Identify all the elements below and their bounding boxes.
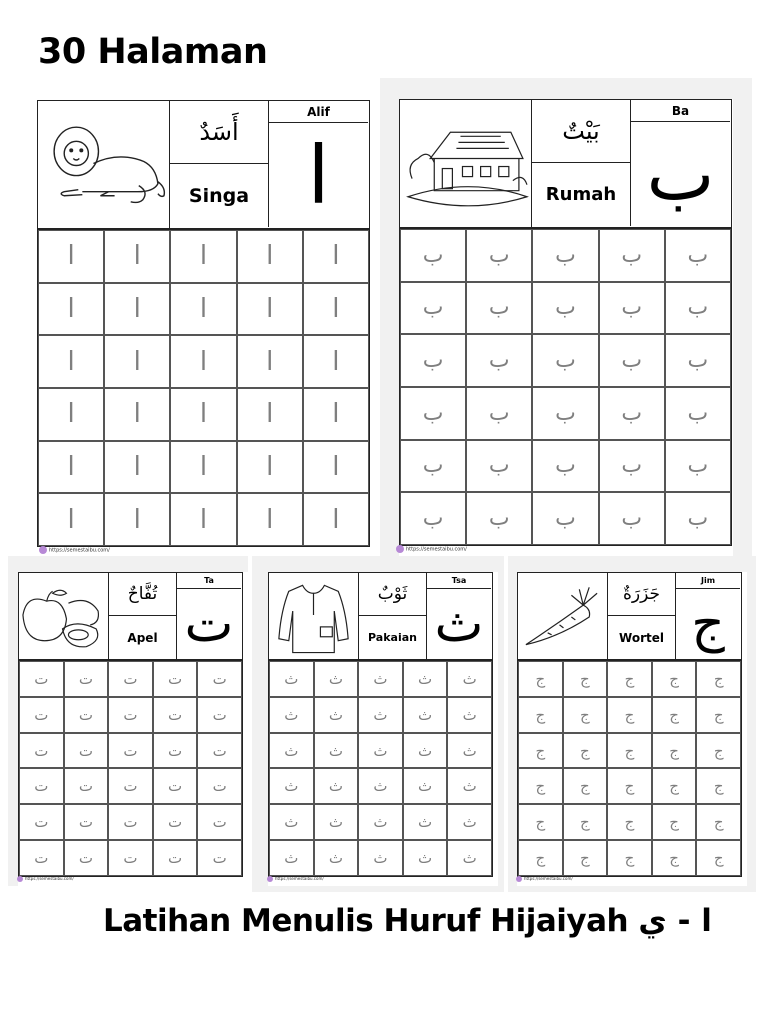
trace-cell: ج [563, 840, 608, 876]
trace-cell: ت [197, 733, 242, 769]
trace-cell: ب [400, 492, 466, 545]
trace-cell: ج [696, 661, 741, 697]
big-letter: ب [646, 132, 715, 216]
trace-cell: ث [314, 661, 359, 697]
trace-cell: ج [563, 804, 608, 840]
arabic-word: تُفَّاحٌ [109, 573, 177, 616]
trace-cell: ج [607, 661, 652, 697]
letter-name: Ta [177, 573, 241, 589]
trace-cell: ت [153, 804, 198, 840]
trace-cell: ج [563, 768, 608, 804]
trace-cell: ث [358, 661, 403, 697]
trace-cell: ا [170, 335, 236, 388]
logo-icon [17, 876, 23, 882]
tracing-grid [37, 229, 370, 547]
trace-cell: ث [269, 840, 314, 876]
trace-cell: ا [38, 441, 104, 494]
trace-cell: ث [269, 804, 314, 840]
trace-cell: ث [403, 840, 448, 876]
page-title: 30 Halaman [38, 32, 268, 72]
trace-cell: ا [38, 388, 104, 441]
indonesian-word: Pakaian [359, 616, 427, 659]
trace-cell: ث [403, 804, 448, 840]
logo-icon [396, 545, 404, 553]
trace-cell: ا [38, 283, 104, 336]
trace-cell: ج [696, 804, 741, 840]
trace-cell: ا [237, 493, 303, 546]
trace-cell: ج [518, 733, 563, 769]
trace-cell: ا [104, 441, 170, 494]
trace-cell: ا [104, 230, 170, 283]
trace-cell: ت [64, 733, 109, 769]
trace-cell: ت [108, 840, 153, 876]
trace-cell: ا [170, 230, 236, 283]
letter-name: Jim [676, 573, 740, 589]
trace-cell: ت [108, 697, 153, 733]
apple-icon [19, 573, 109, 659]
worksheet-ta [8, 556, 248, 886]
big-letter: ث [434, 594, 484, 654]
source-url: https://semestaibu.com/ [396, 545, 467, 553]
trace-cell: ج [652, 697, 697, 733]
trace-cell: ب [599, 282, 665, 335]
trace-cell: ت [64, 804, 109, 840]
trace-cell: ج [563, 733, 608, 769]
trace-cell: ب [532, 492, 598, 545]
trace-cell: ج [563, 697, 608, 733]
letter-name: Alif [269, 101, 368, 123]
indonesian-word: Rumah [532, 163, 631, 226]
trace-cell: ث [447, 840, 492, 876]
trace-cell: ج [607, 768, 652, 804]
trace-cell: ج [652, 840, 697, 876]
logo-icon [39, 546, 47, 554]
trace-cell: ب [532, 334, 598, 387]
trace-cell: ب [665, 440, 731, 493]
trace-cell: ب [466, 282, 532, 335]
trace-cell: ا [303, 230, 369, 283]
trace-cell: ث [358, 697, 403, 733]
trace-cell: ج [652, 768, 697, 804]
big-letter: ج [691, 594, 725, 654]
tracing-grid [268, 660, 493, 877]
trace-cell: ث [269, 733, 314, 769]
letter-name: Tsa [427, 573, 491, 589]
trace-cell: ت [153, 697, 198, 733]
trace-cell: ا [303, 388, 369, 441]
trace-cell: ث [358, 840, 403, 876]
trace-cell: ت [197, 697, 242, 733]
trace-cell: ج [607, 733, 652, 769]
trace-cell: ج [607, 697, 652, 733]
trace-cell: ب [599, 334, 665, 387]
trace-cell: ث [447, 697, 492, 733]
trace-cell: ا [237, 230, 303, 283]
trace-cell: ت [19, 661, 64, 697]
trace-cell: ث [269, 768, 314, 804]
tracing-grid [18, 660, 243, 877]
trace-cell: ب [466, 492, 532, 545]
trace-cell: ا [303, 441, 369, 494]
trace-cell: ث [358, 768, 403, 804]
trace-cell: ث [314, 840, 359, 876]
trace-cell: ت [64, 840, 109, 876]
trace-cell: ا [170, 441, 236, 494]
trace-cell: ت [64, 768, 109, 804]
trace-cell: ب [400, 387, 466, 440]
trace-cell: ث [314, 697, 359, 733]
trace-cell: ب [599, 492, 665, 545]
trace-cell: ت [153, 733, 198, 769]
trace-cell: ا [104, 335, 170, 388]
worksheet-tsa [252, 556, 504, 892]
big-letter: ا [307, 128, 330, 222]
trace-cell: ت [108, 768, 153, 804]
trace-cell: ث [403, 661, 448, 697]
trace-cell: ب [665, 282, 731, 335]
trace-cell: ت [19, 804, 64, 840]
trace-cell: ب [532, 282, 598, 335]
trace-cell: ت [153, 768, 198, 804]
trace-cell: ت [197, 661, 242, 697]
trace-cell: ج [518, 804, 563, 840]
tracing-grid [517, 660, 742, 877]
worksheet-ba [380, 78, 752, 556]
trace-cell: ا [170, 283, 236, 336]
shirt-icon [269, 573, 359, 659]
trace-cell: ب [466, 334, 532, 387]
lion-icon [38, 101, 170, 228]
letter-name: Ba [631, 100, 730, 122]
source-url: https://semestaibu.com/ [17, 876, 74, 882]
trace-cell: ث [447, 661, 492, 697]
trace-cell: ب [466, 440, 532, 493]
trace-cell: ث [447, 733, 492, 769]
trace-cell: ث [314, 733, 359, 769]
trace-cell: ج [518, 697, 563, 733]
worksheet-alif [37, 100, 371, 558]
trace-cell: ت [108, 804, 153, 840]
trace-cell: ج [696, 840, 741, 876]
trace-cell: ج [652, 661, 697, 697]
trace-cell: ج [696, 768, 741, 804]
trace-cell: ب [665, 229, 731, 282]
trace-cell: ا [38, 493, 104, 546]
trace-cell: ث [403, 733, 448, 769]
trace-cell: ا [303, 335, 369, 388]
trace-cell: ج [652, 804, 697, 840]
trace-cell: ت [108, 661, 153, 697]
trace-cell: ت [197, 840, 242, 876]
indonesian-word: Wortel [608, 616, 676, 659]
trace-cell: ا [38, 335, 104, 388]
trace-cell: ا [104, 283, 170, 336]
indonesian-word: Apel [109, 616, 177, 659]
trace-cell: ث [314, 768, 359, 804]
trace-cell: ت [197, 768, 242, 804]
trace-cell: ت [64, 661, 109, 697]
trace-cell: ت [19, 733, 64, 769]
tracing-grid [399, 228, 732, 546]
trace-cell: ا [38, 230, 104, 283]
trace-cell: ث [358, 804, 403, 840]
arabic-word: ثَوْبٌ [359, 573, 427, 616]
trace-cell: ت [19, 768, 64, 804]
trace-cell: ث [269, 697, 314, 733]
trace-cell: ب [665, 387, 731, 440]
trace-cell: ا [104, 493, 170, 546]
trace-cell: ج [518, 768, 563, 804]
trace-cell: ب [400, 334, 466, 387]
trace-cell: ت [19, 840, 64, 876]
worksheet-jim [508, 556, 756, 892]
trace-cell: ث [358, 733, 403, 769]
trace-cell: ب [400, 440, 466, 493]
trace-cell: ث [403, 697, 448, 733]
trace-cell: ا [170, 493, 236, 546]
trace-cell: ج [607, 804, 652, 840]
trace-cell: ب [599, 387, 665, 440]
trace-cell: ب [532, 440, 598, 493]
trace-cell: ج [563, 661, 608, 697]
footer-title: Latihan Menulis Huruf Hijaiyah ا - ي [103, 903, 712, 939]
logo-icon [516, 876, 522, 882]
house-icon [400, 100, 532, 227]
trace-cell: ث [447, 768, 492, 804]
trace-cell: ت [19, 697, 64, 733]
trace-cell: ا [237, 441, 303, 494]
trace-cell: ا [237, 335, 303, 388]
trace-cell: ج [696, 733, 741, 769]
trace-cell: ت [197, 804, 242, 840]
trace-cell: ب [665, 492, 731, 545]
trace-cell: ب [599, 440, 665, 493]
trace-cell: ت [108, 733, 153, 769]
indonesian-word: Singa [170, 164, 269, 227]
logo-icon [267, 876, 273, 882]
arabic-word: أَسَدٌ [170, 101, 269, 164]
trace-cell: ا [170, 388, 236, 441]
trace-cell: ب [400, 229, 466, 282]
trace-cell: ا [237, 283, 303, 336]
trace-cell: ث [314, 804, 359, 840]
trace-cell: ت [153, 661, 198, 697]
trace-cell: ا [104, 388, 170, 441]
source-url: https://semestaibu.com/ [267, 876, 324, 882]
trace-cell: ا [237, 388, 303, 441]
trace-cell: ب [599, 229, 665, 282]
trace-cell: ا [303, 493, 369, 546]
trace-cell: ت [64, 697, 109, 733]
arabic-word: جَزَرَةٌ [608, 573, 676, 616]
trace-cell: ج [518, 661, 563, 697]
source-url: https://semestaibu.com/ [516, 876, 573, 882]
trace-cell: ب [532, 229, 598, 282]
trace-cell: ب [400, 282, 466, 335]
trace-cell: ث [403, 768, 448, 804]
trace-cell: ج [696, 697, 741, 733]
trace-cell: ج [607, 840, 652, 876]
arabic-word: بَيْتٌ [532, 100, 631, 163]
trace-cell: ب [665, 334, 731, 387]
trace-cell: ث [447, 804, 492, 840]
trace-cell: ج [518, 840, 563, 876]
trace-cell: ث [269, 661, 314, 697]
big-letter: ت [184, 594, 234, 654]
trace-cell: ت [153, 840, 198, 876]
trace-cell: ب [466, 229, 532, 282]
carrot-icon [518, 573, 608, 659]
trace-cell: ب [532, 387, 598, 440]
trace-cell: ج [652, 733, 697, 769]
trace-cell: ا [303, 283, 369, 336]
trace-cell: ب [466, 387, 532, 440]
source-url: https://semestaibu.com/ [39, 546, 110, 554]
